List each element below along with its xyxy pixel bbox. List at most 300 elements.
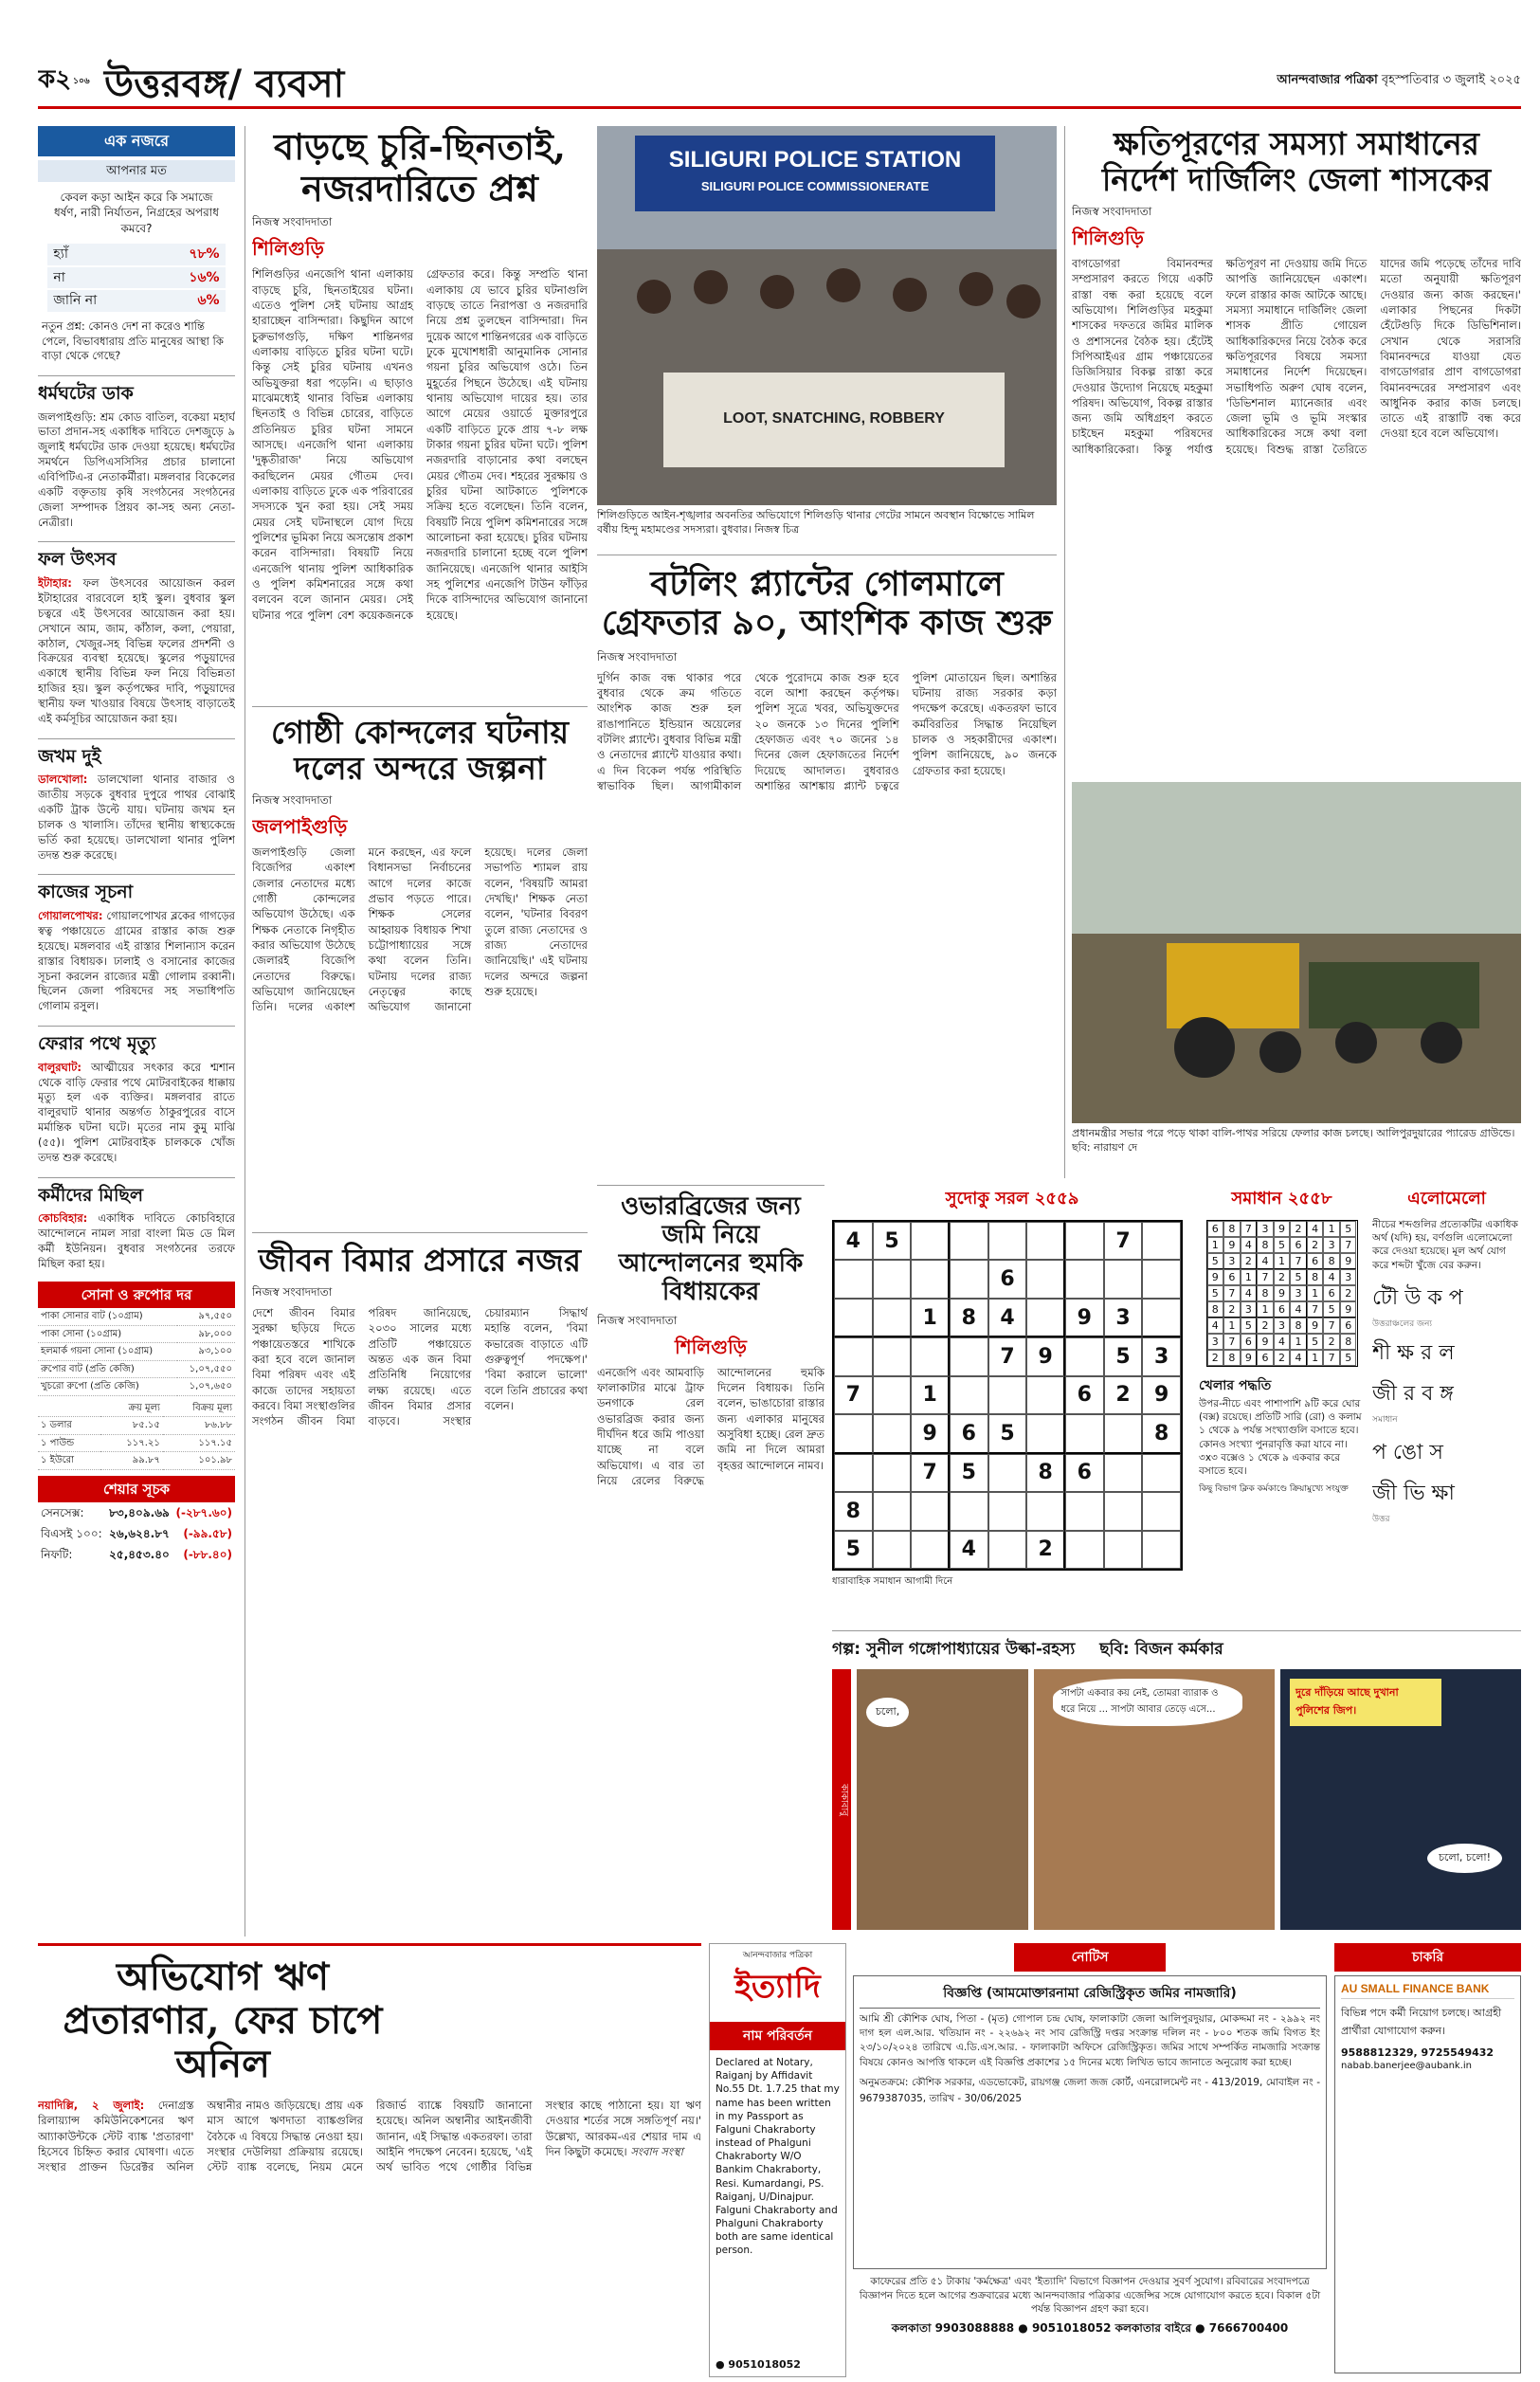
- solution-cell: 5: [1290, 1269, 1307, 1285]
- notice-ad: [853, 1975, 1327, 2269]
- station-sub-sign: SILIGURI POLICE COMMISSIONERATE: [700, 179, 930, 193]
- solution-cell: 8: [1307, 1269, 1324, 1285]
- solution-cell: 4: [1257, 1253, 1274, 1269]
- brief-heading: ধর্মঘটের ডাক: [38, 375, 235, 407]
- solution-cell: 6: [1340, 1318, 1357, 1334]
- sudoku-cell[interactable]: 5: [988, 1414, 1027, 1453]
- group-city: জলপাইগুড়ি: [252, 814, 348, 838]
- poll-results: [47, 244, 225, 315]
- sudoku-block: [832, 1185, 1192, 1621]
- jumble-word: জী র ব ঙ্গ: [1372, 1381, 1454, 1406]
- ittyadi-panel: [709, 1943, 846, 2377]
- solution-cell: 9: [1207, 1269, 1224, 1285]
- solution-cell: 4: [1274, 1334, 1291, 1350]
- solution-cell: 6: [1323, 1285, 1340, 1301]
- sudoku-cell[interactable]: 5: [834, 1531, 873, 1569]
- insurance-story: [252, 1232, 588, 1943]
- cleanup-photo-block: [1072, 782, 1521, 1180]
- jumble-hint: উত্তরাঞ্চলের জন্য: [1372, 1318, 1433, 1329]
- protest-photo-block: [597, 126, 1057, 543]
- bottling-story: [597, 555, 1057, 1180]
- sudoku-cell[interactable]: [1026, 1414, 1065, 1453]
- brief-text: কোচবিহার: একাধিক দাবিতে কোচবিহারে আন্দোলনে নামল সারা বাংলা মিড ডে মিল কর্মী ইউনিয়ন। বুধবার সংগঠনের তরফে মিছিল করা হয়।: [38, 1211, 235, 1270]
- sudoku-cell[interactable]: [1065, 1260, 1104, 1298]
- solution-cell: 3: [1257, 1221, 1274, 1237]
- protest-banner-text: LOOT, SNATCHING, ROBBERY: [723, 410, 945, 427]
- masthead: [38, 52, 1521, 109]
- fx-row: ১ ডলার ৮৫.১৫ ৮৬.৮৮: [38, 1417, 235, 1435]
- speech-bubble: চলো,: [866, 1698, 909, 1727]
- solution-cell: 4: [1241, 1285, 1258, 1301]
- solution-cell: 4: [1307, 1221, 1324, 1237]
- solution-cell: 2: [1207, 1350, 1224, 1366]
- solution-cell: 3: [1223, 1253, 1241, 1269]
- bottling-body: দুর্গিন কাজ বন্ধ থাকার পরে বুধবার থেকে ক্রম গতিতে আংশিক কাজ শুরু হল রাঙাপানিতে ইন্ডিয়ান অয়েলের বটলিং প্ল্যান্টে। বুধবার বিভিন্ন মন্ত্রী ও নেতাদের প্ল্যান্টে যাওয়ার কথা। এ দিন বিকেল পর্যন্ত পরিস্থিতি স্বাভাবিক ছিল। আগামীকাল থেকে পুরোদমে কাজ শুরু হবে বলে আশা করছেন কর্তৃপক্ষ। পুলিশ সূত্রে খবর, অভিযুক্তদের ২০ জনকে ১৩ দিনের পুলিশি হেফাজত এবং ৭০ জনের ১৪ দিনের জেল হেফাজতের নির্দেশ দিয়েছে আদালত। বুধবারও অশান্তির আশঙ্কায় প্ল্যান্ট চত্বরে পুলিশ মোতায়েন ছিল। অশান্তির ঘটনায় রাজ্য সরকার কড়া পদক্ষেপ করেছে। একতরফা ভাবে কর্মবিরতির সিদ্ধান্ত নিয়েছিল চালক ও সহকারীদের একাংশ। পুলিশ জানিয়েছে, ৯০ জনকে গ্রেফতার করা হয়েছে।: [597, 670, 1057, 793]
- protest-caption: শিলিগুড়িতে আইন-শৃঙ্খলার অবনতির অভিযোগে শিলিগুড়ি থানার গেটের সামনে অবস্থান বিক্ষোভে সামিল বর্ষীয় হিন্দু মহামণ্ডের সদস্যরা। বুধবার। নিজস্ব চিত্র: [597, 509, 1035, 536]
- solution-cell: 9: [1257, 1334, 1274, 1350]
- sudoku-cell[interactable]: 5: [950, 1454, 988, 1492]
- solution-cell: 7: [1257, 1269, 1274, 1285]
- ittyadi-brand: ইত্যাদি: [734, 1968, 821, 2006]
- poll-row: জানি না ৬%: [47, 289, 225, 313]
- sudoku-cell[interactable]: [1142, 1260, 1181, 1298]
- solution-cell: 7: [1290, 1253, 1307, 1269]
- sudoku-cell[interactable]: [988, 1376, 1027, 1414]
- solution-cell: 5: [1207, 1285, 1224, 1301]
- sudoku-cell[interactable]: 7: [911, 1454, 950, 1492]
- solution-cell: 8: [1223, 1221, 1241, 1237]
- notice-head: নোটিস: [1014, 1943, 1166, 1972]
- solution-cell: 3: [1340, 1269, 1357, 1285]
- sudoku-cell[interactable]: [988, 1454, 1027, 1492]
- rules-title: খেলার পদ্ধতি: [1199, 1378, 1272, 1393]
- jumble-word: জী ভি ক্ষা: [1372, 1481, 1455, 1505]
- solution-cell: 4: [1207, 1318, 1224, 1334]
- sudoku-cell[interactable]: 4: [950, 1531, 988, 1569]
- solution-cell: 2: [1307, 1237, 1324, 1253]
- solution-cell: 5: [1241, 1318, 1258, 1334]
- solution-cell: 3: [1323, 1237, 1340, 1253]
- sudoku-cell[interactable]: [834, 1414, 873, 1453]
- solution-cell: 1: [1223, 1318, 1241, 1334]
- sudoku-cell[interactable]: [1026, 1299, 1065, 1337]
- lead-city: শিলিগুড়ি: [252, 237, 324, 261]
- fx-row: ১ পাউন্ড ১১৭.২১ ১১৭.১৫: [38, 1434, 235, 1452]
- jumble-hint: উত্তর: [1372, 1514, 1390, 1524]
- group-headline: গোষ্ঠী কোন্দলের ঘটনায় দলের অন্দরে জল্পনা: [270, 714, 570, 787]
- land-city: শিলিগুড়ি: [675, 1335, 747, 1358]
- lead-body: শিলিগুড়ির এনজেপি থানা এলাকায় বাড়ছে চুরি, ছিনতাইয়ের ঘটনা। এতেও পুলিশ সেই ঘটনায় আগ্রহ হারাচ্ছেন বাসিন্দারা। কিছুদিন আগে চুরুভাগগুড়ি, দক্ষিণ শান্তিনগর এলাকায় বাড়িতে চুরির ঘটনা ঘটে। কিন্তু সেই চুরির ঘটনায় এখনও অভিযুক্তরা ধরা পড়েনি। এ ছাড়াও মাঝেমধ্যেই থানার বিভিন্ন এলাকায় ছিনতাই ও বিভিন্ন চোরের, বাড়িতে প্রতিনিয়ত চুরির ঘটনা সামনে আসছে। এনজেপি থানা এলাকায় 'দুষ্কৃতীরাজ' নিয়ে অভিযোগ করছিলেন মেয়র গৌতম দেব। এলাকায় বাড়িতে ঢুকে এক পরিবারের সদস্যকে খুন করা হয়। সেই সময় মেয়র সেই ঘটনাস্থলে যোগ দিয়ে পুলিশের ভূমিকা নিয়ে অসন্তোষ প্রকাশ করেন বাসিন্দারা। বিষয়টি নিয়ে এনজেপি থানায় পুলিশ আধিকারিক ও পুলিশ কমিশনারের সঙ্গে কথা বলবেন বলে জানান মেয়র। সেই ঘটনার পরে পুলিশ বেশ কয়েকজনকে গ্রেফতার করে। কিন্তু সম্প্রতি থানা এলাকায় যে ভাবে চুরির ঘটনাগুলি বাড়ছে তাতে নিরাপত্তা ও নজরদারি নিয়ে প্রশ্ন তুলছেন বাসিন্দারা। দিন দুয়েক আগে শান্তিনগরের এক বাড়িতে ঢুকে মুখোশধারী আনুমানিক সোনার গয়না চুরির অভিযোগ ওঠে। তিন মুহূর্তের পিছনে উঠেছে। এই ঘটনায় থানায় অভিযোগ দায়ের হয়। তার আগে মেয়ের ওয়ার্ডে মুক্তারপুরে একটি বাড়িতে ঢুকে প্রায় ৭-৮ লক্ষ টাকার গয়না চুরির ঘটনা ঘটে। পুলিশ নজরদারি বাড়ানোর কথা বলছেন মেয়র গৌতম দেব। শহরের সুরক্ষায় ও চুরির ঘটনা আটকাতে পুলিশকে সক্রিয় হতে বলেছেন। তিনি বলেন, বিষয়টি নিয়ে পুলিশ কমিশনারের সঙ্গে আলোচনা করা হয়েছে। চুরির ঘটনায় নজরদারি চালানো হচ্ছে বলে পুলিশ জানিয়েছে। এনজেপি থানার আইসি সহ পুলিশের এনজেপি টাউন ফাঁড়ির দিকে বাসিন্দাদের অভিযোগ জানানো হয়েছে।: [252, 267, 588, 622]
- sudoku-cell[interactable]: [1065, 1531, 1104, 1569]
- sudoku-cell[interactable]: [988, 1222, 1027, 1260]
- solution-cell: 9: [1340, 1253, 1357, 1269]
- jobs-bank: AU SMALL FINANCE BANK: [1341, 1982, 1514, 1999]
- sudoku-cell[interactable]: [1104, 1260, 1143, 1298]
- solution-cell: 2: [1223, 1301, 1241, 1318]
- solution-cell: 1: [1274, 1253, 1291, 1269]
- sudoku-cell[interactable]: [1026, 1492, 1065, 1530]
- solution-cell: 2: [1274, 1269, 1291, 1285]
- solution-cell: 1: [1241, 1269, 1258, 1285]
- sudoku-cell[interactable]: 8: [1142, 1414, 1181, 1453]
- solution-cell: 7: [1241, 1221, 1258, 1237]
- sudoku-cell[interactable]: [873, 1337, 912, 1375]
- sudoku-cell[interactable]: 4: [834, 1222, 873, 1260]
- sudoku-cell[interactable]: [911, 1260, 950, 1298]
- sudoku-cell[interactable]: 4: [988, 1299, 1027, 1337]
- compensation-headline: ক্ষতিপূরণের সমস্যা সমাধানের নির্দেশ দার্জিলিং জেলা শাসকের: [1101, 126, 1492, 198]
- sudoku-cell[interactable]: 6: [988, 1260, 1027, 1298]
- rates-title: সোনা ও রুপোর দর: [38, 1282, 235, 1308]
- brief-heading: ফল উৎসব: [38, 541, 235, 573]
- sudoku-cell[interactable]: [873, 1492, 912, 1530]
- sidebar-title: এক নজরে: [38, 126, 235, 156]
- sudoku-cell[interactable]: [1104, 1454, 1143, 1492]
- jobs-phone: 9588812329, 9725549432: [1341, 2046, 1495, 2059]
- comic-side-label: কাকাবাবু: [832, 1669, 851, 1930]
- sudoku-cell[interactable]: [1104, 1492, 1143, 1530]
- sudoku-cell[interactable]: [1065, 1414, 1104, 1453]
- land-headline: ওভারব্রিজের জন্য জমি নিয়ে আন্দোলনের হুমকি বিধায়কের: [618, 1192, 804, 1306]
- jumble-word: টৌ উ ক প: [1372, 1285, 1463, 1310]
- gold-silver-rates: [38, 1282, 235, 1470]
- share-title: শেয়ার সূচক: [38, 1476, 235, 1502]
- poll-next-question: নতুন প্রশ্ন: কোনও দেশ না করেও শান্তি পেলে, বিভাবধারায় প্রতি মানুষের আস্থা কি বাড়া থেকে গেছে?: [42, 319, 224, 363]
- jumble-word: প ঙো স: [1372, 1440, 1443, 1464]
- poll-question: কেবল কড়া আইন করে কি সমাজে ধর্ষণ, নারী নির্যাতন, নিগ্রহের অপরাধ কমবে?: [54, 191, 219, 235]
- group-body: জলপাইগুড়ি জেলা বিজেপির একাংশ জেলার নেতাদের মধ্যে গোষ্ঠী কোন্দলের অভিযোগ উঠেছে। এক শিক্ষক নেতাকে নিগৃহীত করার অভিযোগ উঠেছে জেলারই বিজেপি নেতাদের বিরুদ্ধে। অভিযোগ জানিয়েছেন তিনি। দলের একাংশ মনে করছেন, এর ফলে বিধানসভা নির্বাচনের আগে দলের কাজে প্রভাব পড়তে পারে। শিক্ষক সেলের আহ্বায়ক বিধায়ক শিখা চট্টোপাধ্যায়ের সঙ্গে কথা বলেন তিনি। ঘটনায় দলের রাজ্য নেতৃত্বের কাছে অভিযোগ জানানো হয়েছে। দলের জেলা সভাপতি শ্যামল রায় বলেন, 'বিষয়টি আমরা দেখছি।' শিক্ষক নেতা বলেন, 'ঘটনার বিবরণ তুলে রাজ্য নেতাদের ও রাজ্য নেতাদের জানিয়েছি।' এই ঘটনায় দলের অন্দরে জল্পনা শুরু হয়েছে।: [252, 845, 588, 1014]
- sudoku-title: সুদোকু সরল ২৫৫৯: [945, 1189, 1079, 1209]
- solution-cell: 3: [1290, 1285, 1307, 1301]
- solution-cell: 8: [1223, 1350, 1241, 1366]
- solution-cell: 6: [1257, 1350, 1274, 1366]
- sudoku-cell[interactable]: [1142, 1299, 1181, 1337]
- section-title: উত্তরবঙ্গ/ ব্যবসা: [104, 63, 345, 106]
- cleanup-photo: [1072, 782, 1521, 1123]
- solution-cell: 7: [1223, 1334, 1241, 1350]
- protest-photo: [597, 126, 1057, 505]
- compensation-story: [1072, 126, 1521, 676]
- solution-cell: 6: [1241, 1334, 1258, 1350]
- notice-text: আমি শ্রী কৌশিক ঘোষ, পিতা - (মৃত) গোপাল চন্দ্র ঘোষ, ফালাকাটা জেলা আলিপুরদুয়ার, মোকদ্দমা নং - ২৯৯২ নং দাগ হল এল.আর. খতিয়ান নং - ২২৬৯২ নং সাব রেজিস্ট্রি দপ্তর সংক্রান্ত দলিল নং - ৮০০ শতক জমি বিগত ইং ২৩/১০/২০২৪ তারিখে এ.ডি.এস.আর. - ফালাকাটা অফিসে রেজিস্ট্রিকৃত। জমির সাথে সম্পর্কিত নামজারি সংক্রান্ত বিষয়ে কোনও আপত্তি থাকলে এই বিজ্ঞপ্তি প্রকাশের ১৫ দিনের মধ্যে লিখিত ভাবে জানাতে অনুরোধ করা হচ্ছে।: [860, 2013, 1320, 2068]
- solution-cell: 5: [1274, 1237, 1291, 1253]
- cleanup-caption: প্রধানমন্ত্রীর সভার পরে পড়ে থাকা বালি-পাথর সরিয়ে ফেলার কাজ চলছে। আলিপুরদুয়ারের প্যারেড গ্রাউন্ডে। ছবি: নারায়ণ দে: [1072, 1127, 1515, 1154]
- sudoku-cell[interactable]: [1065, 1222, 1104, 1260]
- brief-heading: ফেরার পথে মৃত্যু: [38, 1026, 235, 1057]
- solution-cell: 3: [1241, 1301, 1258, 1318]
- solution-cell: 9: [1307, 1318, 1324, 1334]
- brief-text: ইটাহার: ফল উৎসবের আয়োজন করল ইটাহারের বারবেলে হাই স্কুল। বুধবার স্কুল চত্বরে এই উৎসবের আয়োজন করা হয়। সেখানে আম, জাম, কাঁঠাল, কলা, পেয়ারা, কাঠাল, খেজুর-সহ বিভিন্ন ফলের প্রদর্শনী ও বিক্রয়ের ব্যবস্থা হয়েছে। স্কুলের পড়ুয়াদের একাধে স্থানীয় বিভিন্ন ফল নিয়ে বিভিন্নতা হাজির হয়। স্কুল কর্তৃপক্ষের দাবি, পড়ুয়াদের স্থানীয় ফল খাওয়ার বিষয়ে উৎসাহ বাড়াতেই এই কর্মসূচির আয়োজন করা হয়।: [38, 576, 235, 725]
- solution-cell: 2: [1323, 1334, 1340, 1350]
- solution-cell: 6: [1207, 1221, 1224, 1237]
- solution-cell: 4: [1290, 1350, 1307, 1366]
- sudoku-grid[interactable]: [832, 1220, 1183, 1571]
- solution-title: সমাধান ২৫৫৮: [1231, 1189, 1332, 1209]
- notice-panel: [853, 1943, 1327, 2377]
- solution-cell: 8: [1257, 1285, 1274, 1301]
- sudoku-cell[interactable]: [873, 1376, 912, 1414]
- land-body: এনজেপি এবং আমবাড়ি ফালাকাটার মাঝে ট্রাফ ডনগাকে রেল ওভারব্রিজ করার জন্য দীর্ঘদিন ধরে জমি পাওয়া যাচ্ছে না বলে অভিযোগ। এ বার তা নিয়ে রেলের বিরুদ্ধে আন্দোলনের হুমকি দিলেন বিধায়ক। তিনি বলেন, ভাঙাচোরা রাস্তার জন্য এলাকার মানুষের অসুবিধা হচ্ছে। রেল দ্রুত জমি না দিলে আমরা বৃহত্তর আন্দোলনে নামব।: [597, 1365, 824, 1487]
- lead-headline: বাড়ছে চুরি-ছিনতাই, নজরদারিতে প্রশ্ন: [274, 126, 566, 209]
- sudoku-cell[interactable]: 8: [834, 1492, 873, 1530]
- speech-bubble: চলো, চলো!: [1427, 1844, 1502, 1873]
- sudoku-cell[interactable]: 3: [1142, 1337, 1181, 1375]
- notice-title: বিজ্ঞপ্তি (আমমোক্তারনামা রেজিস্ট্রিকৃত জমির নামজারি): [860, 1982, 1320, 2009]
- sudoku-cell[interactable]: [1026, 1260, 1065, 1298]
- sudoku-cell[interactable]: 1: [911, 1376, 950, 1414]
- sudoku-cell[interactable]: [873, 1531, 912, 1569]
- poll-row: হ্যাঁ ৭৮%: [47, 244, 225, 266]
- sudoku-cell[interactable]: [1142, 1492, 1181, 1530]
- solution-cell: 7: [1223, 1285, 1241, 1301]
- insurance-byline: নিজস্ব সংবাদদাতা: [252, 1284, 333, 1299]
- column-rule: [1064, 126, 1065, 1178]
- comic-panel-2: [1034, 1669, 1275, 1930]
- sudoku-footer-right: কিছু বিভাগ ক্লিক কর্মকাণ্ডে ক্রিয়ামুখ্যে সংযুক্ত: [1199, 1484, 1349, 1495]
- sudoku-cell[interactable]: [1104, 1531, 1143, 1569]
- sudoku-cell[interactable]: 8: [950, 1299, 988, 1337]
- poll-box: [38, 160, 235, 364]
- sudoku-cell[interactable]: [1065, 1337, 1104, 1375]
- sudoku-cell[interactable]: [834, 1260, 873, 1298]
- brief-heading: কাজের সূচনা: [38, 874, 235, 905]
- solution-cell: 7: [1323, 1350, 1340, 1366]
- sudoku-cell[interactable]: [1142, 1531, 1181, 1569]
- solution-cell: 1: [1307, 1350, 1324, 1366]
- sudoku-cell[interactable]: [1104, 1414, 1143, 1453]
- lead-byline: নিজস্ব সংবাদদাতা: [252, 215, 333, 229]
- group-story: [252, 706, 588, 1223]
- sudoku-cell[interactable]: 6: [1065, 1454, 1104, 1492]
- comic-header: [832, 1637, 1521, 1664]
- solution-cell: 5: [1207, 1253, 1224, 1269]
- solution-cell: 1: [1290, 1334, 1307, 1350]
- solution-cell: 1: [1323, 1221, 1340, 1237]
- sudoku-cell[interactable]: 6: [950, 1414, 988, 1453]
- jumble-text: নীচের শব্দগুলির প্রত্যেকটির একাধিক অর্থ (যদি) হয়, বর্ণগুলি এলোমেলো করে দেওয়া হয়েছে। মূল অর্থ যোগ করে শব্দটা খুঁজে বের করুন।: [1372, 1219, 1518, 1271]
- brief-heading: কর্মীদের মিছিল: [38, 1177, 235, 1209]
- solution-cell: 2: [1274, 1350, 1291, 1366]
- anil-body: নয়াদিল্লি, ২ জুলাই: দেনাগ্রস্ত রিলায়্যান্স কমিউনিকেশনের ঋণ আ্যাকাউন্টকে স্টেট ব্যাঙ্ক 'প্রতারণা' হিসেবে চিহ্নিত করার ঘোষণা। এতে সংস্থার প্রাক্তন ডিরেক্টর অনিল অম্বানীর নামও জড়িয়েছে। প্রায় এক মাস আগে ঋণদাতা ব্যাঙ্কগুলির বৈঠকে এ বিষয়ে সিদ্ধান্ত নেওয়া হয়। সংস্থার দেউলিয়া প্রক্রিয়ায় রয়েছে। স্টেট ব্যাঙ্ক বলেছে, নিয়ম মেনে রিজার্ভ ব্যাঙ্কে বিষয়টি জানানো হয়েছে। অনিল অম্বানীর আইনজীবী জানান, এই সিদ্ধান্ত একতরফা। তারা আইনি পদক্ষেপ নেবেন। হয়েছে, 'এই অর্থ ভাবিত পথে গোষ্ঠীর বিভিন্ন সংস্থার কাছে পাঠানো হয়। যা ঋণ দেওয়ার শর্তের সঙ্গে সঙ্গতিপূর্ণ নয়।' উল্লেখ্য, আরকম-এর শেয়ার দাম এ দিন কিছুটা কমেছে। সংবাদ সংস্থা: [38, 2099, 701, 2174]
- sudoku-cell[interactable]: 1: [911, 1299, 950, 1337]
- sudoku-cell[interactable]: [1026, 1222, 1065, 1260]
- rules-text: উপর-নীচে এবং পাশাপাশি ৯টি করে ঘোর (বক্স) রয়েছে। প্রতিটি সারি (রো) ও কলাম ১ থেকে ৯ পর্যন্ত সংখ্যাগুলি বসাতে হবে। কোনও সংখ্যা পুনরাবৃত্তি করা যাবে না। ৩x৩ বক্সেও ১ থেকে ৯ একবার করে বসাতে হবে।: [1199, 1398, 1362, 1477]
- jumble-hint: সমাধান: [1372, 1414, 1398, 1425]
- jumble-word: শী ক্ষ র ল: [1372, 1340, 1455, 1365]
- compensation-body: বাগডোগরা বিমানবন্দর সম্প্রসারণ করতে গিয়ে একটি রাস্তা বন্ধ করা হয়েছে বলে অভিযোগ। শিলিগুড়ির মহকুমা শাসকের দফতরে জমির মালিক ও প্রশাসনের বৈঠক হয়। হেঁটেই সিপিআইএর গ্রাম পঞ্চায়েতের ডিজিসিয়ার বিকল্প রাস্তা করে দেওয়ার উদ্যোগ নিয়েছে মহকুমা পরিষদ। অভিযোগ, বিকল্প রাস্তার জন্য জমি অধিগ্রহণ করতে চাইছেন মহকুমা পরিষদের আধিকারিকেরা। কিন্তু পর্যাপ্ত ক্ষতিপূরণ না দেওয়ায় জমি দিতে আপত্তি জানিয়েছেন একাংশ। ফলে রাস্তার কাজ আটকে আছে। সমস্যা সমাধানে দার্জিলিং জেলা শাসক প্রীতি গোয়েল আধিকারিকদের নিয়ে বৈঠক করে ক্ষতিপূরণের বিষয়ে সমস্যা সমাধানের নির্দেশ দিয়েছেন। সভাধিপতি অরুণ ঘোষ বলেন, 'ডিভিশনাল ম্যানেজার এবং জেলা ভূমি ও ভূমি সংস্কার আধিকারিকের সঙ্গে কথা বলা হয়েছে। বিশুদ্ধ রাস্তা তৈরিতে যাদের জমি পড়েছে তাঁদের দাবি মতো অনুযায়ী ক্ষতিপূরণ দেওয়ার জন্য কাজ করছেন।' এলাকার পিছনের দিকটা হেঁটেগুড়ি দিকে ডিভিশিনাল। সেখান থেকে সরাসরি বিমানবন্দরে যাওয়া যেত বাগডোগরার প্রাণ বাগডোগরা বিমানবন্দরের সম্প্রসারণ এবং আধুনিক করার কাজ চলছে। তাতে এই রাস্তাটি বন্ধ করে দেওয়া হবে বলে অভিযোগ।: [1072, 256, 1521, 456]
- sudoku-cell[interactable]: [834, 1299, 873, 1337]
- solution-cell: 5: [1323, 1301, 1340, 1318]
- sudoku-cell[interactable]: 3: [1104, 1299, 1143, 1337]
- rate-row: পাকা সোনার বাট (১০গ্রাম) ৯৭,৫৫০: [38, 1308, 235, 1325]
- comic-panel-1: [857, 1669, 1028, 1930]
- name-change-text: Declared at Notary, Raiganj by Affidavit No.55 Dt. 1.7.25 that my name has been written in my Passport as Falguni Chakraborty instead of Phalguni Chakraborty W/O Bankim Chakraborty, Resi. Kumardangi, PS. Raiganj, U/Dinajpur. Falguni Chakraborty and Phalguni Chakraborty both are same identical person.: [716, 2057, 840, 2257]
- comic-title: গল্প: সুনীল গঙ্গোপাধ্যায়ের উল্কা-রহস্য: [832, 1640, 1076, 1659]
- sudoku-cell[interactable]: [988, 1492, 1027, 1530]
- solution-cell: 4: [1241, 1237, 1258, 1253]
- solution-cell: 9: [1274, 1285, 1291, 1301]
- jumble-title: এলোমেলো: [1407, 1189, 1486, 1209]
- comic-strip: [832, 1669, 1521, 1930]
- insurance-body: দেশে জীবন বিমার সুরক্ষা ছড়িয়ে দিতে পঞ্চায়েতস্তরে শাখিকে করা হবে বলে জানাল বিমা পরিষদ এবং এই কাজে তাদের সহায়তা করবে। বিমা সংস্থাগুলির সংগঠন জীবন বিমা পরিষদ জানিয়েছে, ২০৩০ সালের মধ্যে প্রতিটি পঞ্চায়েতে অন্তত এক জন বিমা প্রতিনিধি নিয়োগের লক্ষ্য রয়েছে। এতে জীবন বিমার প্রসার বাড়বে। সংস্থার চেয়ারম্যান সিদ্ধার্থ মহান্তি বলেন, 'বিমা কভারেজ বাড়াতে এটি গুরুত্বপূর্ণ পদক্ষেপ।' 'বিমা করালে ভালো' বলে তিনি প্রচারের কথা বলেন।: [252, 1305, 588, 1428]
- brief-text: ডালখোলা: ডালখোলা থানার বাজার ও জাতীয় সড়কে বুধবার দুপুরে পাথর বোঝাই একটি ট্রাক উল্টে যায়। ঘটনায় জখম হন চালক ও খালাসি। তাঁদের স্থানীয় স্বাস্থ্যকেন্দ্রে ভর্তি করা হয়েছে। ডালখোলা থানার পুলিশ তদন্ত শুরু করেছে।: [38, 773, 235, 862]
- sudoku-cell[interactable]: 8: [1026, 1454, 1065, 1492]
- solution-cell: 4: [1323, 1269, 1340, 1285]
- solution-cell: 5: [1340, 1350, 1357, 1366]
- brief-text: বালুরঘাট: আত্মীয়ের সৎকার করে শ্মশান থেকে বাড়ি ফেরার পথে মোটরবাইকের ধাক্কায় মৃত্যু হল এক ব্যক্তির। মঙ্গলবার রাতে বালুরঘাট থানার অন্তর্গত ঠাকুরপুরের বাসে মর্মান্তিক ঘটনা ঘটে। মৃতের নাম কুমু মাঝি (৫৫)। পুলিশ মোটরবাইক চালককে খোঁজ তদন্ত শুরু করেছে।: [38, 1060, 235, 1164]
- speech-bubble: সাপটা একবার কয় নেই, তোমরা ব্যারাক ও ধরে নিয়ে ... সাপটা আবার তেড়ে এসে...: [1053, 1679, 1242, 1726]
- solution-cell: 5: [1340, 1221, 1357, 1237]
- compensation-byline: নিজস্ব সংবাদদাতা: [1072, 204, 1152, 218]
- solution-cell: 5: [1307, 1334, 1324, 1350]
- ad-label: আনন্দবাজার পত্রিকা: [742, 1951, 813, 1960]
- sudoku-cell[interactable]: [911, 1337, 950, 1375]
- station-sign: SILIGURI POLICE STATION: [668, 147, 962, 173]
- sudoku-cell[interactable]: [911, 1492, 950, 1530]
- sudoku-cell[interactable]: [1065, 1492, 1104, 1530]
- solution-cell: 2: [1290, 1221, 1307, 1237]
- solution-cell: 8: [1340, 1334, 1357, 1350]
- sudoku-cell[interactable]: 9: [911, 1414, 950, 1453]
- sudoku-cell[interactable]: [873, 1299, 912, 1337]
- solution-cell: 6: [1274, 1301, 1291, 1318]
- solution-cell: 8: [1290, 1318, 1307, 1334]
- solution-cell: 6: [1307, 1253, 1324, 1269]
- sidebar: [38, 126, 235, 2083]
- solution-cell: 7: [1340, 1237, 1357, 1253]
- solution-cell: 7: [1323, 1318, 1340, 1334]
- comic-caption-box: দুরে দাঁড়িয়ে আছে দুখানা পুলিশের জিপ।: [1290, 1679, 1441, 1726]
- sudoku-cell[interactable]: [988, 1531, 1027, 1569]
- solution-grid: [1206, 1220, 1358, 1367]
- sudoku-cell[interactable]: [834, 1337, 873, 1375]
- sudoku-cell[interactable]: 6: [1065, 1376, 1104, 1414]
- sudoku-cell[interactable]: [911, 1531, 950, 1569]
- sudoku-cell[interactable]: [873, 1414, 912, 1453]
- compensation-city: শিলিগুড়ি: [1072, 226, 1144, 249]
- solution-cell: 2: [1340, 1285, 1357, 1301]
- sudoku-cell[interactable]: 2: [1104, 1376, 1143, 1414]
- solution-cell: 3: [1274, 1318, 1291, 1334]
- name-change-head: নাম পরিবর্তন: [710, 2022, 845, 2050]
- jobs-ad: [1334, 1975, 1521, 2373]
- brief-heading: জখম দুই: [38, 738, 235, 770]
- brief-list: [38, 375, 235, 1272]
- comic-credit: ছবি: বিজন কর্মকার: [1099, 1640, 1223, 1659]
- rate-row: পাকা সোনা (১০গ্রাম) ৯৮,০০০: [38, 1325, 235, 1343]
- land-story: [597, 1185, 824, 1640]
- fx-header: ক্রয় মূল্য বিক্রয় মূল্য: [38, 1400, 235, 1417]
- solution-cell: 1: [1307, 1285, 1324, 1301]
- solution-cell: 4: [1290, 1301, 1307, 1318]
- land-byline: নিজস্ব সংবাদদাতা: [597, 1313, 678, 1327]
- jobs-email: nabab.banerjee@aubank.in: [1341, 2061, 1472, 2071]
- share-row: সেনসেক্স: ৮৩,৪০৯.৬৯ (-২৮৭.৬০): [41, 1505, 232, 1519]
- sudoku-cell[interactable]: [950, 1222, 988, 1260]
- share-row: নিফটি: ২৫,৪৫৩.৪০ (-৮৮.৪০): [41, 1548, 232, 1562]
- jobs-text: বিভিন্ন পদে কর্মী নিয়োগ চলছে। আগ্রহী প্রার্থীরা যোগাযোগ করুন।: [1341, 2007, 1502, 2037]
- solution-cell: 9: [1223, 1237, 1241, 1253]
- sudoku-cell[interactable]: [950, 1376, 988, 1414]
- rate-row: হলমার্ক গয়না সোনা (১০গ্রাম) ৯৩,১০০: [38, 1343, 235, 1361]
- classified-info: কাফেরের প্রতি ৫১ টাকায় 'কর্মক্ষেত্র' এবং 'ইত্যাদি' বিভাগে বিজ্ঞাপন দেওয়ার সুবর্ণ সুযোগ। রবিবারের সংবাদপত্রে বিজ্ঞাপন দিতে হলে আগের শুক্রবারের মধ্যে আনন্দবাজার পত্রিকার এজেন্সির সঙ্গে যোগাযোগ করতে হবে। বিকাল ৫টা পর্যন্ত বিজ্ঞাপন গ্রহণ করা হবে।: [859, 2276, 1321, 2316]
- sudoku-cell[interactable]: 9: [1142, 1376, 1181, 1414]
- sudoku-cell[interactable]: [1142, 1454, 1181, 1492]
- sudoku-cell[interactable]: [950, 1337, 988, 1375]
- solution-cell: 1: [1257, 1301, 1274, 1318]
- solution-cell: 2: [1257, 1318, 1274, 1334]
- comic-panel-3: [1280, 1669, 1521, 1930]
- solution-cell: 9: [1340, 1301, 1357, 1318]
- fx-table: [38, 1400, 235, 1470]
- sudoku-cell[interactable]: [911, 1222, 950, 1260]
- sudoku-cell[interactable]: [873, 1454, 912, 1492]
- bottling-headline: বটলিং প্ল্যান্টের গোলমালে গ্রেফতার ৯০, আংশিক কাজ শুরু: [601, 564, 1053, 644]
- classified-contact: কলকাতা 9903088888 ● 9051018052 কলকাতার বাইরে ● 7666700400: [891, 2321, 1289, 2336]
- anil-story: [38, 1943, 701, 2377]
- excavator-illustration: [1072, 782, 1521, 1123]
- page-number: ক২ ১০৬: [38, 65, 90, 94]
- sudoku-cell[interactable]: 5: [1104, 1337, 1143, 1375]
- bottling-byline: নিজস্ব সংবাদদাতা: [597, 649, 678, 664]
- sudoku-cell[interactable]: 7: [988, 1337, 1027, 1375]
- jumble-block: [1372, 1185, 1521, 1621]
- solution-block: [1199, 1185, 1365, 1621]
- ittyadi-phone: ● 9051018052: [716, 2358, 801, 2371]
- brief-text: জলপাইগুড়ি: শ্রম কোড বাতিল, বকেয়া মহার্ঘ ভাতা প্রদান-সহ একাধিক দাবিতে দেশজুড়ে ৯ জুলাই ধর্মঘটের ডাক দেওয়া হয়েছে। ধর্মঘটের সমর্থনে ডিপিএসসিসির প্রচার চালানো এবিপিটিএ-র নেতাকর্মীরা। মঙ্গলবার বিকেলের একটি বক্তৃতায় কৃষি সংগঠনের সংগঠনের জেলা সম্পাদক প্রিয়ব কা-সহ অন্য নেতা-নেত্রীরা।: [38, 409, 235, 529]
- poll-row: না ১৬%: [47, 266, 225, 290]
- rate-row: খুচরো রুপো (প্রতি কেজি) ১,০৭,৬৫০: [38, 1378, 235, 1396]
- solution-cell: 1: [1207, 1237, 1224, 1253]
- sudoku-cell[interactable]: [834, 1454, 873, 1492]
- solution-cell: 3: [1207, 1334, 1224, 1350]
- sudoku-cell[interactable]: 7: [1104, 1222, 1143, 1260]
- jobs-head: চাকরি: [1334, 1943, 1521, 1972]
- notice-footer: অনুমতক্রমে: কৌশিক সরকার, এডভোকেট, রায়গঞ্জ জেলা জজ কোর্ট, এনরোলমেন্ট নং - 413/2019, মোবাইল নং - 9679387035, তারিখ - 30/06/2025: [860, 2076, 1320, 2104]
- solution-cell: 6: [1223, 1269, 1241, 1285]
- solution-cell: 9: [1274, 1221, 1291, 1237]
- sudoku-cell[interactable]: 9: [1065, 1299, 1104, 1337]
- brief-text: গোয়ালপোখর: গোয়ালপোখর ব্লকের গাগড়ের স্বত্ব পঞ্চায়েতে গ্রামের রাস্তার কাজ শুরু হয়েছে। মঙ্গলবার এই রাস্তার শিলান্যাস করেন রাস্তার বিধায়ক। ঢালাই ও বসানোর কাজের সূচনা করলেন রাজ্যের মন্ত্রী গোলাম রব্বানী। ছিলেন জেলা পরিষদের সহ সভাধিপতি গোলাম রসুল।: [38, 909, 235, 1013]
- solution-cell: 8: [1257, 1237, 1274, 1253]
- group-byline: নিজস্ব সংবাদদাতা: [252, 792, 333, 807]
- sudoku-cell[interactable]: [950, 1260, 988, 1298]
- sudoku-cell[interactable]: [1026, 1376, 1065, 1414]
- sudoku-footer-left: ধারাবাহিক সমাধান আগামী দিনে: [832, 1576, 953, 1587]
- sudoku-cell[interactable]: 5: [873, 1222, 912, 1260]
- jobs-panel: [1334, 1943, 1521, 2377]
- solution-cell: 8: [1323, 1253, 1340, 1269]
- sudoku-cell[interactable]: [1142, 1222, 1181, 1260]
- sudoku-cell[interactable]: [950, 1492, 988, 1530]
- share-index: [38, 1476, 235, 1566]
- sudoku-cell[interactable]: 9: [1026, 1337, 1065, 1375]
- sudoku-cell[interactable]: 7: [834, 1376, 873, 1414]
- dateline: আনন্দবাজার পত্রিকা বৃহস্পতিবার ৩ জুলাই ২০২৫: [1277, 73, 1521, 87]
- solution-cell: 2: [1241, 1253, 1258, 1269]
- solution-cell: 7: [1307, 1301, 1324, 1318]
- share-row: বিএসই ১০০: ২৬,৬২৪.৮৭ (-৯৯.৫৮): [41, 1527, 232, 1541]
- sudoku-cell[interactable]: 2: [1026, 1531, 1065, 1569]
- poll-heading: আপনার মত: [38, 160, 235, 183]
- solution-cell: 6: [1290, 1237, 1307, 1253]
- insurance-headline: জীবন বিমার প্রসারে নজর: [258, 1242, 582, 1279]
- fx-row: ১ ইউরো ৯৯.৮৭ ১০১.৯৮: [38, 1452, 235, 1470]
- anil-headline: অভিযোগ ঋণ প্রতারণার, ফের চাপে অনিল: [63, 1955, 383, 2086]
- lead-story: [252, 126, 588, 695]
- sudoku-cell[interactable]: [873, 1260, 912, 1298]
- comic-block: [832, 1630, 1521, 1934]
